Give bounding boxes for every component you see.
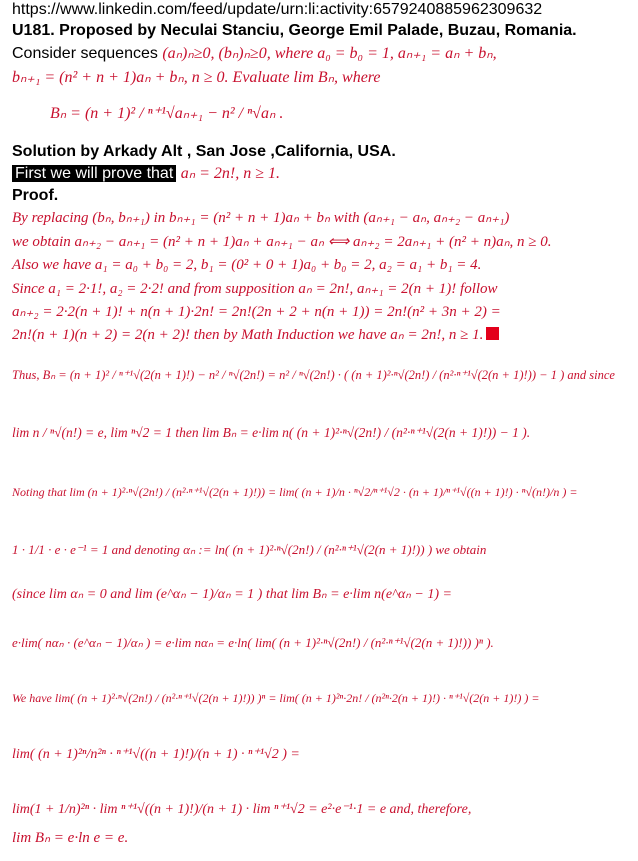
lim-product-line: lim( (n + 1)²ⁿ/n²ⁿ · ⁿ⁺¹√((n + 1)!)/(n + 1) · ⁿ⁺¹√2 ) = [12,747,300,762]
limit-line: lim n / ⁿ√(n!) = e, lim ⁿ√2 = 1 then lim Bₙ = e·lim n( (n + 1)²·ⁿ√(2n!) / (n²·ⁿ⁺¹√(2(n + 1)!)) − 1 ). [12,425,531,440]
problem-proposer: . Proposed by Neculai Stanciu, George Emil Palade, Buzau, Romania. [50,22,577,39]
problem-line-1-math: (aₙ)ₙ≥0, (bₙ)ₙ≥0, where a₀ = b₀ = 1, aₙ₊₁ = aₙ + bₙ, [162,45,497,62]
since-line: (since lim αₙ = 0 and lim (e^αₙ − 1)/αₙ = 1 ) that lim Bₙ = e·lim n(e^αₙ − 1) = [12,587,452,602]
final-limit-line: lim(1 + 1/n)²ⁿ · lim ⁿ⁺¹√((n + 1)!)/(n + 1) · lim ⁿ⁺¹√2 = e²·e⁻¹·1 = e and, therefore, [12,802,472,817]
claim-math: aₙ = 2n!, n ≥ 1. [180,165,280,182]
thus-line: Thus, Bₙ = (n + 1)² / ⁿ⁺¹√(2(n + 1)!) − n² / ⁿ√(2n!) = n² / ⁿ√(2n!) · ( (n + 1)²·ⁿ√(2n!) / (n²·ⁿ⁺¹√(2(n + 1)!)) − 1 ) and since [12,368,615,382]
noting-line: Noting that lim (n + 1)²·ⁿ√(2n!) / (n²·ⁿ⁺¹√(2(n + 1)!)) = lim( (n + 1)/n · ⁿ√2/ⁿ⁺¹√2 · (n + 1)/ⁿ⁺¹√((n + 1)!) · ⁿ√(n!)/n ) = [12,485,578,499]
final-result-line: lim Bₙ = e·ln e = e. [12,830,129,846]
proof-line-3: Also we have a₁ = a₀ + b₀ = 2, b₁ = (0² + 0 + 1)a₀ + b₀ = 2, a₂ = a₁ + b₁ = 4. [12,257,482,273]
proof-line-6-text: 2n!(n + 1)(n + 2) = 2(n + 2)! then by Math Induction we have aₙ = 2n!, n ≥ 1. [12,327,484,343]
problem-line-1-text: Consider sequences [12,45,163,62]
qed-square-icon [486,327,499,340]
proof-line-5: aₙ₊₂ = 2·2(n + 1)! + n(n + 1)·2n! = 2n!(2n + 2 + n(n + 1)) = 2n!(n² + 3n + 2) = [12,304,501,320]
problem-formula-Bn: Bₙ = (n + 1)² / ⁿ⁺¹√aₙ₊₁ − n² / ⁿ√aₙ . [50,105,284,122]
we-have-line: We have lim( (n + 1)²·ⁿ√(2n!) / (n²·ⁿ⁺¹√(2(n + 1)!)) )ⁿ = lim( (n + 1)²ⁿ·2n! / (n²ⁿ·2(n + 1)!) · ⁿ⁺¹√(2(n + 1)!) ) = [12,691,540,705]
e-lim-line: e·lim( nαₙ · (e^αₙ − 1)/αₙ ) = e·lim nαₙ = e·ln( lim( (n + 1)²·ⁿ√(2n!) / (n²·ⁿ⁺¹√(2(n + 1)!)) )ⁿ ). [12,635,494,650]
problem-id: U181 [12,22,51,39]
denoting-line: 1 · 1/1 · e · e⁻¹ = 1 and denoting αₙ := ln( (n + 1)²·ⁿ√(2n!) / (n²·ⁿ⁺¹√(2(n + 1)!)) ) we obtain [12,542,487,557]
solution-heading: Solution by Arkady Alt , San Jose ,California, USA. [12,143,396,160]
proof-line-6 [12,325,499,345]
proof-label: Proof [12,187,54,204]
proof-line-4: Since a₁ = 2·1!, a₂ = 2·2! and from supposition aₙ = 2n!, aₙ₊₁ = 2(n + 1)! follow [12,281,498,297]
source-url: https://www.linkedin.com/feed/update/urn:li:activity:6579240885962309632 [12,1,543,18]
claim-line [12,164,280,184]
problem-line-1 [12,44,497,64]
problem-heading [12,21,577,41]
proof-line-1: By replacing (bₙ, bₙ₊₁) in bₙ₊₁ = (n² + n + 1)aₙ + bₙ with (aₙ₊₁ − aₙ, aₙ₊₂ − aₙ₊₁) [12,210,510,226]
proof-line-2: we obtain aₙ₊₂ − aₙ₊₁ = (n² + n + 1)aₙ + aₙ₊₁ − aₙ ⟺ aₙ₊₂ = 2aₙ₊₁ + (n² + n)aₙ, n ≥ 0. [12,234,552,250]
problem-line-2: bₙ₊₁ = (n² + n + 1)aₙ + bₙ, n ≥ 0. Evaluate lim Bₙ, where [12,69,381,86]
claim-highlight: First we will prove that [12,165,176,182]
proof-heading: Proof. [12,187,59,204]
